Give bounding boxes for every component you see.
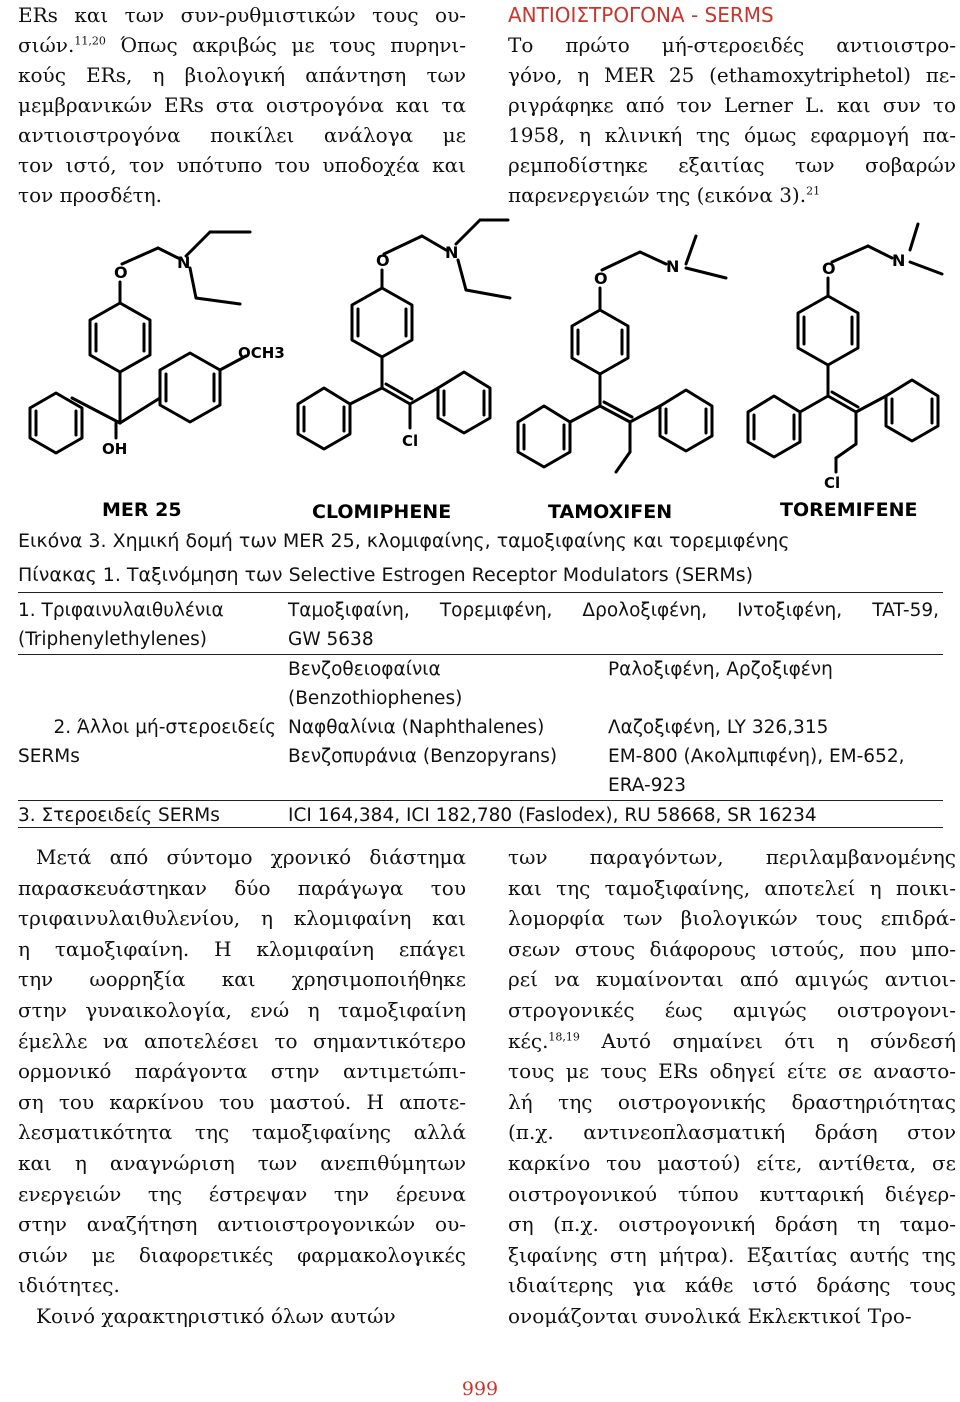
- subclass-label: Βενζοθειοφαίνια: [288, 659, 441, 680]
- text-line: τον ιστό, τον υπότυπο του υποδοχέα και: [18, 153, 466, 177]
- subclass-drugs-cont: ERA-923: [608, 775, 687, 796]
- toremifene-n-label: N: [892, 251, 906, 270]
- tamoxifen-structure: [518, 236, 726, 472]
- text-line: τον προσδέτη.: [18, 183, 163, 207]
- subclass-drugs: Λαζοξιφένη, LY 326,315: [608, 717, 829, 738]
- text-line: ξιφαίνης στη μήτρα). Εξαιτίας αυτής της: [508, 1242, 956, 1267]
- mer25-structure: [30, 232, 250, 453]
- category-label-en: (Triphenylethylenes): [18, 629, 208, 650]
- citation-superscript: 18,19: [548, 1029, 580, 1043]
- subclass-drugs: Ραλοξιφένη, Αρζοξιφένη: [608, 659, 833, 680]
- tamoxifen-o-label: O: [594, 269, 608, 288]
- text-line: οιστρογονικού τύπου κυτταρική διέγερ-: [508, 1181, 956, 1206]
- text-line: σεων στους διάφορους ιστούς, που μπο-: [508, 936, 956, 961]
- category-label-en: SERMs: [18, 746, 80, 767]
- tamoxifen-n-label: N: [666, 257, 680, 276]
- toremifene-cl-label: Cl: [824, 474, 841, 492]
- text-line: 1958, η κλινική της όμως εφαρμογή πα-: [508, 123, 956, 147]
- text-line: ενεργειών της έστρεψαν την έρευνα: [18, 1181, 466, 1206]
- table-row: [18, 801, 943, 831]
- drugs-list-cont: GW 5638: [288, 629, 374, 650]
- chemical-structures-figure: [10, 218, 950, 523]
- tamoxifen-name: TAMOXIFEN: [548, 501, 673, 523]
- subclass-drugs: EM-800 (Ακολμπιφένη), EM-652,: [608, 746, 905, 767]
- mer25-oh-label: OH: [102, 440, 128, 458]
- table-row: [18, 592, 943, 655]
- text-line: κές.$^{18,19}$ Αυτό σημαίνει ότι η σύνδεσή: [508, 1028, 956, 1053]
- text-line: ονομάζονται συνολικά Εκλεκτικοί Τρο-: [508, 1303, 912, 1328]
- toremifene-structure: [748, 224, 942, 472]
- category-label: 1. Τριφαινυλαιθυλένια: [18, 600, 224, 621]
- category-label: 3. Στεροειδείς SERMs: [18, 805, 220, 826]
- text-line: και της ταμοξιφαίνης, αποτελεί η ποικι-: [508, 875, 956, 900]
- top-right-section: [508, 0, 956, 210]
- text-line: έμελλε να αποτελέσει το σημαντικότερο: [18, 1028, 466, 1053]
- drugs-list: Ταμοξιφαίνη, Τορεμιφένη, Δρολοξιφένη, Ιντοξιφένη, TAT-59,: [288, 600, 939, 621]
- text-line: σιών με διαφορετικές φαρμακολογικές: [18, 1242, 466, 1267]
- text-line: ρεί να κυμαίνονται από αμιγώς αντιοι-: [508, 967, 956, 992]
- subclass-label: Ναφθαλίνια (Naphthalenes): [288, 717, 545, 738]
- toremifene-o-label: O: [822, 259, 836, 278]
- text-line: και η αναγνώριση των ανεπιθύμητων: [18, 1150, 466, 1175]
- text-line: ιδιότητες.: [18, 1273, 120, 1298]
- mer25-name: MER 25: [102, 499, 182, 521]
- text-line: στην γυναικολογία, ενώ η ταμοξιφαίνη: [18, 997, 466, 1022]
- text-line: παρασκευάστηκαν δύο παράγωγα του: [18, 875, 466, 900]
- text-line: ση του καρκίνου του μαστού. Η αποτε-: [18, 1089, 466, 1114]
- section-heading: ΑΝΤΙΟΙΣΤΡΟΓΟΝΑ - SERMS: [508, 3, 774, 27]
- text-line: καρκίνο του μαστού) είτε, αντίθετα, σε: [508, 1150, 956, 1175]
- text-line: στην αναζήτηση αντιοιστρογονικών ου-: [18, 1212, 466, 1237]
- serms-classification-table: [18, 592, 943, 830]
- citation-superscript: 11,20: [74, 34, 106, 48]
- text-line: Κοινό χαρακτηριστικό όλων αυτών: [36, 1303, 396, 1328]
- text-line: σιών.$^{11,20}$ Όπως ακριβώς με τους πυρηνι-: [18, 33, 466, 57]
- bottom-left-paragraph: [18, 842, 466, 1332]
- clomiphene-structure: [298, 220, 510, 449]
- toremifene-name: TOREMIFENE: [780, 499, 918, 521]
- mer25-o-label: O: [114, 263, 128, 282]
- citation-superscript: 21: [806, 184, 821, 198]
- table-row: [18, 655, 943, 801]
- text-line: (π.χ. αντινεοπλασματική δράση στον: [508, 1120, 956, 1145]
- text-line: τριφαινυλαιθυλενίου, η κλομιφαίνη και: [18, 906, 466, 931]
- text-line: ορμονικό παράγοντα στην αντιμετώπι-: [18, 1059, 466, 1084]
- table-caption: Πίνακας 1. Ταξινόμηση των Selective Estrogen Receptor Modulators (SERMs): [18, 564, 754, 586]
- text-line: των παραγόντων, περιλαμβανομένης: [508, 845, 956, 869]
- page-number: 999: [461, 1378, 499, 1400]
- text-line: Μετά από σύντομο χρονικό διάστημα: [36, 845, 466, 869]
- text-line: η ταμοξιφαίνη. Η κλομιφαίνη επάγει: [18, 936, 466, 961]
- text-line: μεμβρανικών ERs στα οιστρογόνα και τα: [18, 93, 466, 117]
- text-line: τους με τους ERs οδηγεί είτε σε αναστο-: [508, 1059, 956, 1084]
- text-line: ση (π.χ. οιστρογονική δράση τη ταμο-: [508, 1212, 956, 1237]
- text-line: ιδιαίτερης για κάθε ιστό δράσης τους: [508, 1273, 956, 1298]
- mer25-n-label: N: [177, 253, 191, 272]
- table-bottom-rule: [18, 827, 943, 828]
- text-line: λεσματικότητα της ταμοξιφαίνης αλλά: [18, 1120, 466, 1145]
- text-line: ERs και των συν-ρυθμιστικών τους ου-: [18, 3, 466, 27]
- clomiphene-o-label: O: [376, 251, 390, 270]
- text-line: την ωορρηξία και χρησιμοποιήθηκε: [18, 967, 466, 992]
- mer25-och3-label: OCH3: [238, 344, 285, 362]
- text-line: στρογονικές έως αμιγώς οιστρογονι-: [508, 997, 956, 1022]
- top-left-paragraph: [18, 0, 466, 210]
- subclass-label: Βενζοπυράνια (Benzopyrans): [288, 746, 558, 767]
- clomiphene-name: CLOMIPHENE: [312, 501, 452, 523]
- text-line: κούς ERs, η βιολογική απάντηση των: [18, 63, 466, 87]
- category-label: 2. Άλλοι μή-στεροειδείς: [53, 717, 276, 738]
- subclass-label-en: (Benzothiophenes): [288, 688, 463, 709]
- clomiphene-cl-label: Cl: [402, 432, 419, 450]
- text-line: παρενεργειών της (εικόνα 3).$^{21}$: [508, 183, 821, 207]
- drugs-list: ICI 164,384, ICI 182,780 (Faslodex), RU 58668, SR 16234: [288, 805, 817, 826]
- text-line: Το πρώτο μή-στεροειδές αντιοιστρο-: [508, 33, 956, 57]
- text-line: λή της οιστρογονικής δραστηριότητας: [508, 1089, 956, 1114]
- text-line: λομορφία των βιολογικών τους επιδρά-: [508, 906, 956, 931]
- clomiphene-n-label: N: [445, 243, 459, 262]
- text-line: ριγράφηκε από τον Lerner L. και συν το: [508, 93, 956, 117]
- text-line: αντιοιστρογόνα ποικίλει ανάλογα με: [18, 123, 466, 147]
- bottom-right-paragraph: [508, 842, 956, 1332]
- text-line: ρεμποδίστηκε εξαιτίας των σοβαρών: [508, 153, 956, 177]
- figure-caption: Εικόνα 3. Χημική δομή των MER 25, κλομιφαίνης, ταμοξιφαίνης και τορεμιφένης: [18, 530, 790, 552]
- text-line: γόνο, η MER 25 (ethamoxytriphetol) πε-: [508, 63, 956, 87]
